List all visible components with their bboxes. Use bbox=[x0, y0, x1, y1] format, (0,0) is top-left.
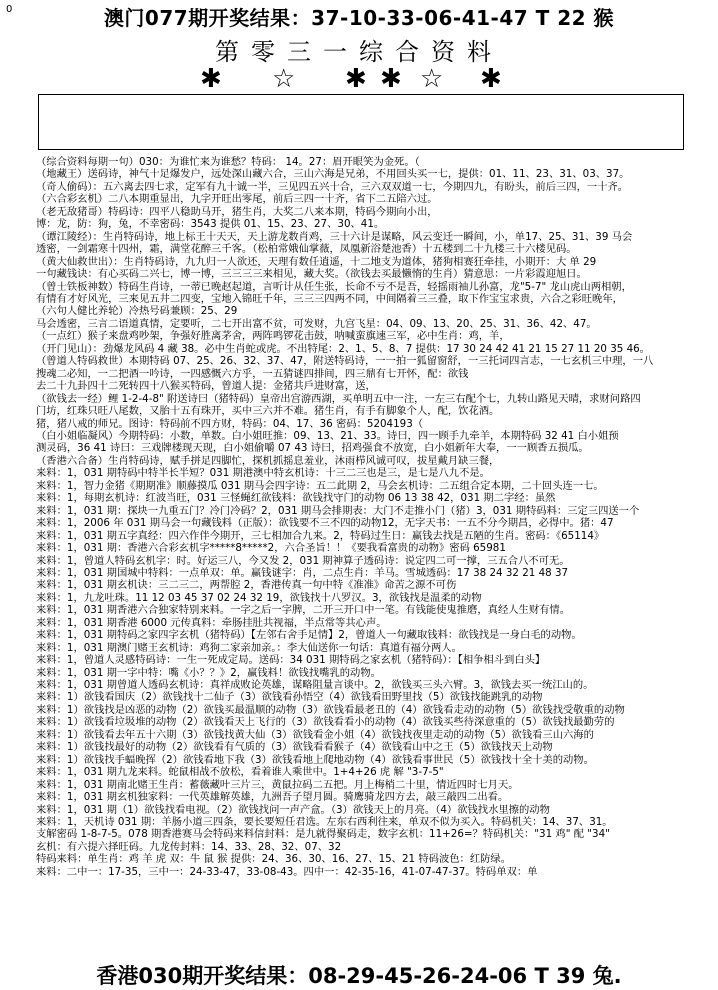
outline-star-icon: ☆ bbox=[272, 64, 296, 94]
text-line: 测灵码，36 41 诗曰：三戏牌楼现天现，白小姐偷嚼 07 43 诗曰，招鸡强食不放宽，白小姐新年大奉，一一顾香五损瓜。 bbox=[36, 442, 589, 455]
text-line: 来料：1，每期玄机诗：红波当旺，031 三怪蝇红欲钱料：欲钱找守门的动物 06 13 38 42，031 期二字经：虽然 bbox=[36, 492, 556, 505]
text-line: 一句藏钱诀：有心买码二兴七，博一博，三三三三来相见，藏大奖。（欲钱去买最懒惰的生肖）猜意思：一片彩霞迎旭日。 bbox=[36, 268, 587, 281]
text-line: 来料：1，031 期澳门赌王玄机诗：鸡狗二家亲加亲。：李大仙送你一句话：真道有福分两人。 bbox=[36, 641, 462, 654]
text-line: 搜魂二必知，一二把酒一吟诗，一四感慨六方乎，一五猜谜四排间，四三鼎有七开怀，配：欲钱 bbox=[36, 367, 469, 380]
text-line: （谭江陵经）：生肖特码诗，地上标王十天天，天上游龙数肖鸡，三十六计是谋略，风云变迁一瞬间，小，单17、25、31、39 马会 bbox=[36, 230, 633, 243]
content-block bbox=[36, 156, 708, 878]
text-line: （曾士铁板神数）特码生肖诗，一蒂已晚赵起道，言听计从任生张，长命不亏不是吾，轻摇雨袖儿孙富，龙"5-7" 龙山虎山两相朝， bbox=[36, 280, 632, 293]
text-line: 来料：1，031 期：香港六合彩玄机字*****8*****2，六合圣旨！！《要我看富贵的动物》密码 65981 bbox=[36, 542, 506, 555]
text-line: 来料：1）欲钱看垃圾堆的动物（2）欲钱看天上飞行的（3）欲钱看看小的动物（4）欲钱买些待深意重的（5）欲钱找最勤劳的 bbox=[36, 716, 615, 729]
text-line: 来料：1）欲钱找是凶恶的动物（2）欲钱买最温顺的动物（3）欲钱看最老丑的（4）欲钱看走动的动物（5）欲钱找受敬重的动物 bbox=[36, 703, 625, 716]
text-line: 来料：1，031 期国城中特料：一点单双：单。赢钱谜字：肖，二点生肖：羊马。雪城透码：17 38 24 32 21 48 37 bbox=[36, 566, 569, 579]
text-line: （老无敌猪哥）特码诗：四平八稳助马开，猪生肖，大奖二八来本期，特码今期向小出， bbox=[36, 205, 438, 218]
text-line: 支解密码 1-8-7-5。078 期香港赛马会特码来料信封料：是九就得聚码走，数字玄机：11+26=？特码机关："31 鸡" 配 "34" bbox=[36, 828, 610, 841]
page-number: 0 bbox=[6, 4, 13, 15]
star-decoration-row bbox=[0, 64, 718, 94]
text-line: 来料：1，031 期五字真经：四六作伴今期开，三七相加合九来。2，特码过生日：赢钱去找是五陋的生肖。密码：《65114》 bbox=[36, 529, 605, 542]
text-line: 来料：1，031 期玄机诀：三二三二，两帮腔 2，香港传真一句中特《准准》命苦之源不可伤 bbox=[36, 579, 457, 592]
asterisk-star-icon: ✱ bbox=[200, 64, 222, 94]
text-line: 来料：1，031 期玄机独家料：一代英雄解英雄，九洲吾子望月圆。骑鹰骑龙四方去，敲三敲四二出看。 bbox=[36, 791, 509, 804]
text-line: （开门见山）：劲爆龙风码 4 藏 38。必中生肖蛇或虎。不出特尾：2、1、5、8、7 提供：17 30 24 42 41 21 15 27 11 20 35 46。 bbox=[36, 342, 650, 355]
text-line: 来料：1，031 期（1）欲钱找看电视。（2）欲钱找问一声产盒。（3）欲钱天上的月亮。（4）欲钱找水里擦的动物 bbox=[36, 803, 550, 816]
text-line: （地藏王）送码诗，神气十足爆发户，远处深山藏六合，三山六海是兄弟，不用回头买一七，提供：01、11、23、31、03、37。 bbox=[36, 168, 630, 181]
text-line: 特码来料：单生肖：鸡 羊 虎 双：牛 鼠 猴 提供：24、36、30、16、27、15、21 特码波色：红防绿。 bbox=[36, 853, 512, 866]
text-line: （奇人偷码）：五六离去四七求，定军有九十诚一半，三见四五兴十合，三六双双道一七，今期四九，有盼头，前后三四，一十齐。 bbox=[36, 180, 629, 193]
text-line: 来料：1，031 期特码之家四字玄机（猪特码）【左邻右舍手足情】2，曾道人一句藏取钱料：欲钱找是一身白毛的动物。 bbox=[36, 629, 582, 642]
text-line: 来料：1）欲钱看去年五十六期（3）欲钱找黄大仙（3）欲钱看金小姐（4）欲钱找夜里走动的动物（5）欲钱看三山六海的 bbox=[36, 728, 594, 741]
text-line: （综合资料每期一句）030：为谁忙来为谁愁？特码： 14。27：眉开眼笑为金死。（ bbox=[36, 156, 420, 168]
text-line: 博：龙，防：狗，兔，不幸密码：3543 提供 01、15、23、27、30、41。 bbox=[36, 218, 385, 231]
text-line: 去二十九卦四十二死转四十八猴买特码，曾道人提：金猪共戶进财富，送， bbox=[36, 380, 376, 393]
page-subtitle: 第零三一综合资料 bbox=[215, 38, 503, 66]
text-line: 来料：1）欲钱找最好的动物（2）欲钱看有气质的（3）欲钱看看猴子（4）欲钱看山中之王（5）欲钱找天上动物 bbox=[36, 741, 553, 754]
text-line: 来料：二中一：17-35，三中一：24-33-47，33-08-43。四中一：42-35-16，41-07-47-37。特码单双：单 bbox=[36, 865, 538, 878]
text-line: 来料：1，智力金猪《期期准》顺藤摸瓜 031 期马会四字诗：五二此期 2，马会玄机诗：二五组合定本期，二十回头连一七。 bbox=[36, 479, 604, 492]
text-line: 透密，一剑霜寒十四州，霜，满堂花醉三千客。（松柏常娥仙掌薇，凤凰新浴楚池香）十五楼到二十九楼三十六楼见码。 bbox=[36, 243, 577, 256]
asterisk-star-icon: ✱ bbox=[345, 64, 367, 94]
text-line: 来料：1，曾道人特码玄机字：时。好运三八，今又发 2，031 期神算子透码诗：说定四二可一撑，三五合八不可无。 bbox=[36, 554, 570, 567]
text-line: 来料：1，曾道人灵感特码诗：一生一死成定局。送码：34 031 期特码之家玄机（猪特码）：【相争相斗到白头】 bbox=[36, 654, 546, 667]
asterisk-star-icon: ✱ bbox=[480, 64, 502, 94]
text-line: 来料：1，031 期：探块一九重五门？冷门冷码？2，031 期马会排期表：大门不走推小门（猪）3，031 期特码料：三定三四送一个 bbox=[36, 504, 640, 517]
text-line: （曾道人特码救世）本期特码 07、25、26、32、37、47，附送特码诗，一一拍一狐留窗舒，一三托词四言志，一七玄机三中理，一八 bbox=[36, 355, 654, 368]
text-line: 来料：1，天机诗 031 期：羊肠小道三四条，要长要短任君选。左东右西利往来，单双不似为买入。特码机关：14、37、31。 bbox=[36, 816, 613, 829]
text-line: （香港六合备）生肖特码诗，赋手拼足四脚忙，探机抓摇息羞业，沐雨栉风诚可叹，拔星戴月缺三餐， bbox=[36, 454, 500, 467]
text-line: 猪，猪八戒的师兄。图诗：特码前不四方财，特码：04、17、36 密码：5204193（ bbox=[36, 417, 424, 430]
text-line: 有情有才好风光，三来见五井二四变，宝地入锦旺千年，三三三四两不同，中间隔着三三叠，取下作宝宝求贵，六合之彩旺晚年， bbox=[36, 292, 623, 305]
text-line: 来料：1，031 期一字中特：嘴《小？？》2，赢钱料！欲钱找嘴乳的动物。 bbox=[36, 666, 381, 679]
footer-result: 香港030期开奖结果：08-29-45-26-24-06 T 39 兔. bbox=[96, 964, 622, 988]
page-title: 澳门077期开奖结果：37-10-33-06-41-47 T 22 猴 bbox=[103, 6, 615, 30]
text-line: （一点红）猴子来盘鸡吵架，争强好胜离茅舍，两阵鸣锣花击鼓，呐喊蛮旗速三军，必中生肖：鸡，羊， bbox=[36, 330, 510, 343]
text-line: 来料：1，031 期曾道人透码玄机诗：真祥成败论英雄，谋略阻量言谈中。2，欲钱买三头六臂。3，欲钱去买一统江山的。 bbox=[36, 679, 594, 692]
asterisk-star-icon: ✱ bbox=[380, 64, 402, 94]
text-line: 来料：1，031 期九龙来料。蛇鼠相战不放松，看着谁人乘世中。1+4+26 虎 解 "3-7-5" bbox=[36, 766, 444, 779]
text-line: 来料：1，031 期特码中特半长半短？031 期港澳中特玄机诗：十三二三也是三，是七是八九不是。 bbox=[36, 467, 490, 480]
text-line: 来料：1）欲钱找手蝠晚挥（2）欲钱看地下我（3）欲钱看地上爬地动物（4）欲钱看事世民（5）欲钱找十全十美的动物。 bbox=[36, 753, 594, 766]
text-line: 来料：1，031 期香港 6000 元传真料：牵肠挂肚共视福，半点常等共心声。 bbox=[36, 616, 387, 629]
text-line: 来料：1，2006 年 031 期马会一句藏钱料（正版）：欲钱要不三不四的动物12，无字天书：一五不分今期昌，必得中。猪：47 bbox=[36, 517, 614, 530]
text-line: （黄大仙救世出）：生肖特码诗，九九归一人欲还，天理有数任逍遥，十二地支为道体，猪狗相赛狂牵挂，小期开：大 单 29 bbox=[36, 255, 597, 268]
blank-box bbox=[38, 94, 684, 150]
text-line: 来料：1）欲钱看国庆（2）欲钱找十二仙子（3）欲钱看孙悟空（4）欲钱看田野里找（5）欲钱找能跳乳的动物 bbox=[36, 691, 543, 704]
text-line: （欲钱去一经）鲤 1-2-4-8" 附送诗曰（猪特码）皇帝出宫游西湖，买单明五中一注，一左三右配个七，九转山路见天晴，求财问路四 bbox=[36, 392, 641, 405]
text-line: 门坊，红珠只旺八尾数，又胎十五有珠开，买中三六并不难。猪生肖，有手有脚象个人，配，饮花酒。 bbox=[36, 405, 500, 418]
outline-star-icon: ☆ bbox=[420, 64, 444, 94]
text-line: 来料：1，031 期南北赌王生肖：蓄薇藏叶三片三，黄鼠拉码二五把。月上梅梢二十里，情近四时七月天。 bbox=[36, 778, 519, 791]
text-line: （六句人健比养轮）冷热号码兼顾：25、29 bbox=[36, 305, 238, 318]
text-line: 马会透密，三言二语道真情，定要听，二七开出富不贫，可发财，九宫飞星：04、09、13、20、25、31、36、42、47。 bbox=[36, 317, 597, 330]
text-line: 来料：1，九龙吐珠。11 12 03 45 37 02 24 32 19，欲钱找十八罗汉。3，欲钱找是温柔的动物 bbox=[36, 591, 482, 604]
text-line: （六合彩玄机）二八本期重显出，九字开旺出零尾，前后三四一十齐，省下二五陪六过。 bbox=[36, 193, 438, 206]
text-line: 来料：1，031 期香港六合独家特别来料。一字之后一字脾，二开三开口中一笔。有钱能使鬼推磨，真经人生财有情。 bbox=[36, 604, 571, 617]
text-line: 玄机：有六提六择旺码。九龙传封料：14、33、28、32、07、32 bbox=[36, 840, 342, 853]
text-line: （白小姐临凝风）今期特码：小数，单数。白小姐旺推：09、13、21、33。诗曰，四一顾手九牵羊，本期特码 32 41 白小姐预 bbox=[36, 429, 619, 442]
